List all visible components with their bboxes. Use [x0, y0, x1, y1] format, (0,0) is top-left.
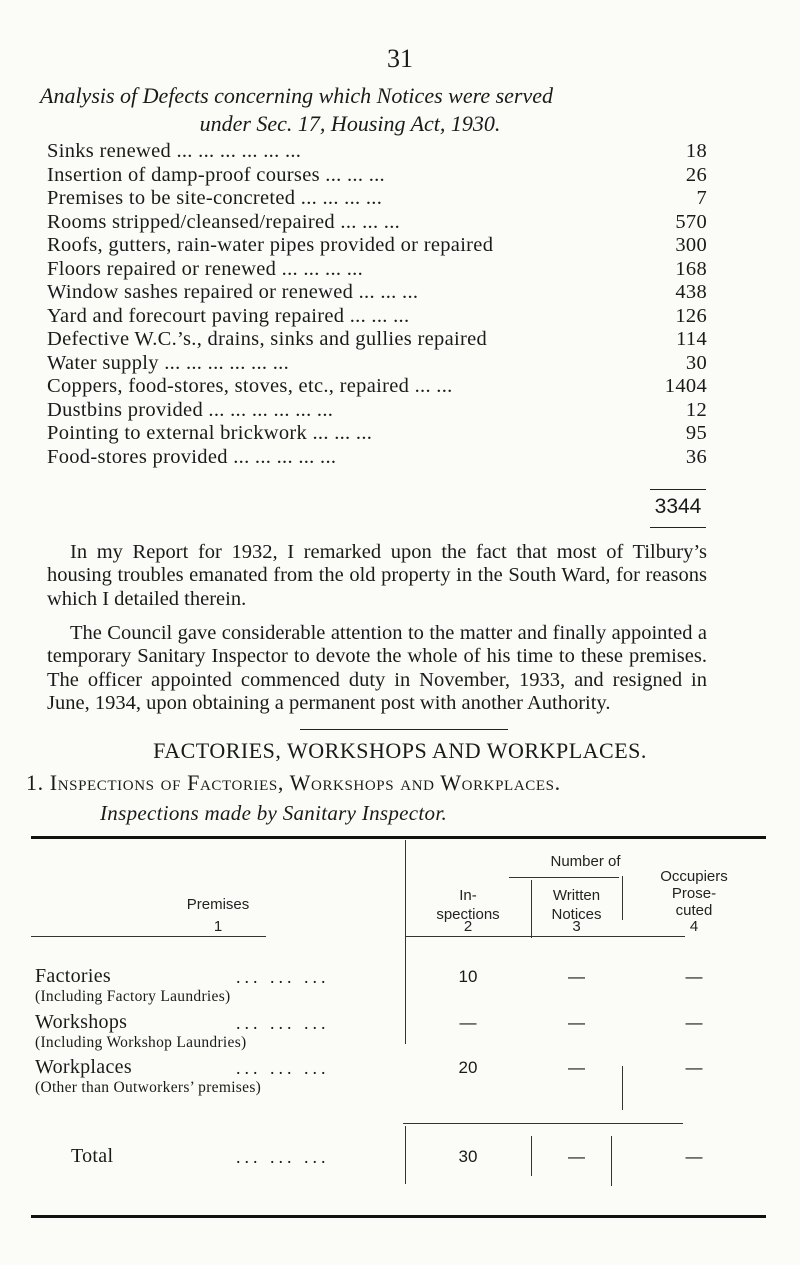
row-dots: ... ... ...	[236, 1058, 330, 1078]
table-top-border	[31, 836, 766, 839]
header-rule	[405, 936, 685, 937]
defect-value: 26	[685, 163, 707, 186]
defect-value: 300	[675, 234, 707, 256]
paragraph-text: The Council gave considerable attention to the matter and finally appointed a temporary Sanitary Inspector to devote the whole of his time to these premises. The officer appointed commenced duty in November, 1933, and resigned in June, 1934, upon obtaining a permanent post with another Authority.	[47, 622, 707, 714]
total-rule-bottom	[650, 527, 706, 528]
defect-label: Sinks renewed ... ... ... ... ... ...	[47, 140, 302, 162]
row-total-name: Total	[71, 1145, 114, 1167]
total-rule	[403, 1123, 683, 1124]
inspections-table	[31, 836, 766, 1218]
defect-row	[47, 258, 707, 282]
defect-value: 570	[675, 210, 707, 233]
col-prosecuted-header-3: cuted	[675, 902, 713, 919]
defect-value: 168	[675, 257, 707, 280]
total-rule-top	[650, 489, 706, 490]
defect-row	[47, 305, 707, 329]
page-number: 31	[387, 44, 413, 73]
factories-inspections: 10	[458, 967, 478, 986]
defect-label: Roofs, gutters, rain-water pipes provided or repaired	[47, 234, 494, 256]
analysis-heading: Analysis of Defects concerning which Notices were served	[40, 83, 554, 108]
defect-row	[47, 399, 707, 423]
col-notices-header-1: Written	[552, 887, 601, 904]
defect-value: 126	[675, 304, 707, 327]
col-inspections-header-1: In-	[459, 887, 477, 904]
defect-value: 7	[696, 187, 707, 209]
workshops-prosecuted: —	[685, 1013, 703, 1032]
col-notices-header-2: Notices	[551, 906, 602, 923]
defect-row	[47, 352, 707, 376]
workshops-inspections: —	[459, 1013, 477, 1032]
defect-value: 30	[685, 351, 707, 374]
group-header-rule	[509, 877, 619, 878]
total-prosecuted: —	[685, 1147, 703, 1166]
total-notices: —	[568, 1147, 585, 1166]
col-prosecuted-header-1: Occupiers	[660, 868, 728, 885]
col-prosecuted-num: 4	[689, 918, 699, 935]
row-dots: ... ... ...	[236, 1013, 330, 1033]
defect-label: Window sashes repaired or renewed ... ... ...	[47, 281, 419, 303]
defect-row	[47, 422, 707, 446]
defect-value: 12	[685, 398, 707, 421]
paragraph-report-1932	[47, 541, 707, 611]
paragraph-council	[47, 622, 707, 715]
defect-label: Floors repaired or renewed ... ... ... ...	[47, 257, 364, 280]
defect-value: 95	[685, 422, 707, 444]
row-dots: ... ... ...	[236, 1147, 330, 1167]
defect-row	[47, 187, 707, 211]
defect-value: 36	[685, 445, 707, 468]
section-subtitle: 1. Inspections of Factories, Workshops and Workplaces.	[26, 770, 561, 795]
total-inspections: 30	[458, 1147, 478, 1166]
section-separator	[300, 729, 508, 730]
defect-value: 1404	[664, 375, 707, 397]
defect-row	[47, 140, 707, 164]
defect-row	[47, 446, 707, 470]
defect-label: Pointing to external brickwork ... ... ...	[47, 422, 373, 444]
defect-label: Yard and forecourt paving repaired ... ... ...	[47, 304, 410, 327]
defect-label: Coppers, food-stores, stoves, etc., repaired ... ...	[47, 375, 453, 397]
col-premises-header: Premises	[186, 896, 250, 913]
workplaces-inspections: 20	[458, 1058, 478, 1077]
defect-label: Food-stores provided ... ... ... ... ...	[47, 445, 337, 468]
defect-label: Dustbins provided ... ... ... ... ... ...	[47, 398, 334, 421]
defect-value: 438	[675, 281, 707, 303]
col-inspections-header-2: spections	[436, 906, 500, 923]
group-header-number-of: Number of	[550, 853, 621, 870]
col-premises-num: 1	[213, 918, 223, 935]
defect-label: Insertion of damp-proof courses ... ... ...	[47, 163, 385, 186]
row-workplaces-name: Workplaces	[35, 1056, 132, 1078]
defect-row	[47, 234, 707, 258]
workshops-notices: —	[568, 1013, 585, 1032]
defect-label: Rooms stripped/cleansed/repaired ... ... ...	[47, 210, 401, 233]
header-rule	[31, 936, 266, 937]
defect-label: Premises to be site-concreted ... ... ... ...	[47, 187, 383, 209]
table-bottom-border	[31, 1215, 766, 1218]
defect-row	[47, 211, 707, 235]
defect-row	[47, 375, 707, 399]
defect-row	[47, 281, 707, 305]
defect-label: Defective W.C.’s., drains, sinks and gullies repaired	[47, 328, 488, 350]
col-inspections-num	[405, 918, 531, 935]
workplaces-notices: —	[568, 1058, 585, 1077]
section-title: FACTORIES, WORKSHOPS AND WORKPLACES.	[153, 738, 647, 763]
defect-label: Water supply ... ... ... ... ... ...	[47, 351, 290, 374]
defect-value: 114	[676, 328, 707, 350]
defect-row	[47, 164, 707, 188]
factories-prosecuted: —	[685, 967, 703, 986]
col-notices-num: 3	[572, 918, 581, 935]
defects-total: 3344	[654, 495, 702, 518]
workplaces-prosecuted: —	[685, 1058, 703, 1077]
row-workplaces-sub: (Other than Outworkers’ premises)	[35, 1079, 262, 1096]
defects-list	[47, 140, 707, 469]
factories-notices: —	[568, 967, 585, 986]
row-workshops-name: Workshops	[35, 1011, 128, 1033]
col-prosecuted-header-2: Prose-	[671, 885, 717, 902]
analysis-subheading: under Sec. 17, Housing Act, 1930.	[199, 111, 501, 136]
row-factories-sub: (Including Factory Laundries)	[35, 988, 231, 1005]
defect-row	[47, 328, 707, 352]
section-subtitle-italic: Inspections made by Sanitary Inspector.	[100, 801, 448, 825]
defect-value: 18	[685, 140, 707, 162]
row-factories-name: Factories	[35, 965, 112, 987]
col-inspections-num-text: 2	[463, 918, 473, 935]
paragraph-text: In my Report for 1932, I remarked upon the fact that most of Tilbury’s housing troubles emanated from the old property in the South Ward, for reasons which I detailed therein.	[47, 541, 707, 610]
row-dots: ... ... ...	[236, 967, 330, 987]
row-workshops-sub: (Including Workshop Laundries)	[35, 1034, 247, 1051]
